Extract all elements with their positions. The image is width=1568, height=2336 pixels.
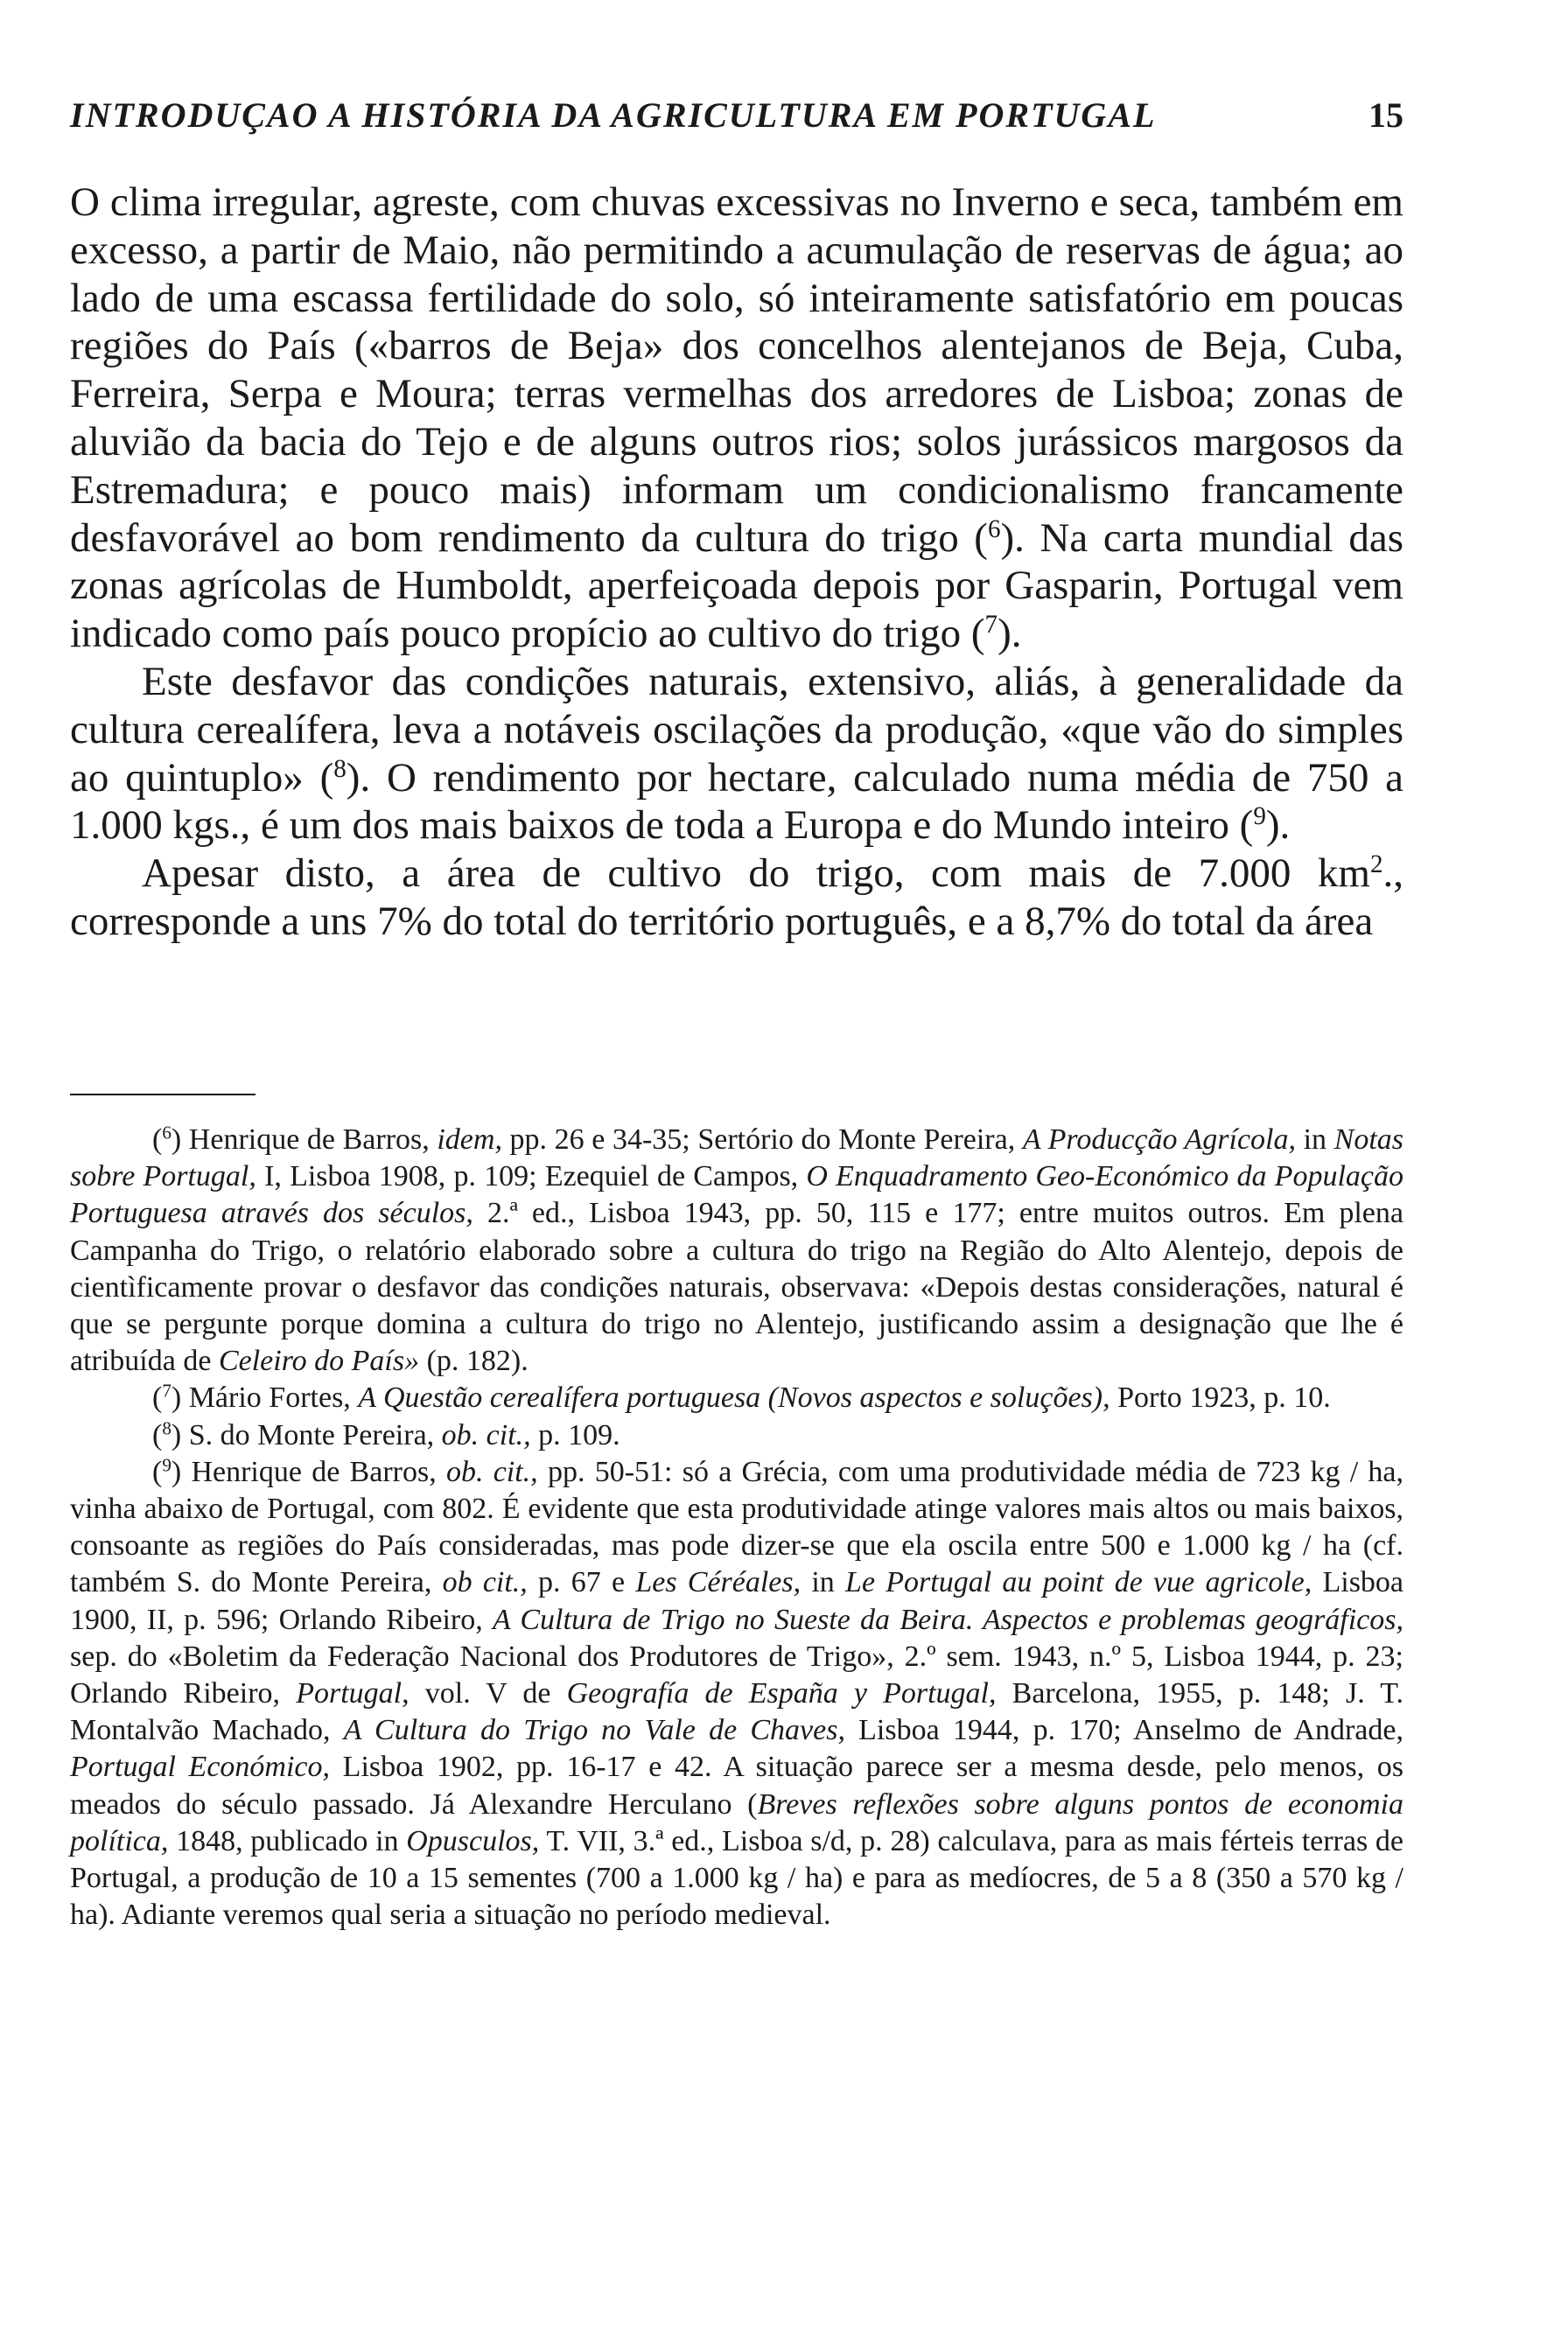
italic-run: Les Céréales,	[635, 1566, 802, 1599]
footnotes	[70, 1122, 1404, 1934]
text-run: pp. 50-51: só a Grécia, com uma produtividade média de 723 kg / ha, vinha abaixo de Portugal, com 802. É evidente que esta produtividade atinge valores mais altos ou mais baixos, consoante as regiões do País consideradas, mas pode dizer-se que ela oscila entre 500 e 1.000 kg / ha (cf. também S. do Monte Pereira,	[70, 1455, 1404, 1599]
italic-run: ob. cit.,	[441, 1418, 531, 1451]
superscript-2: 2	[1369, 850, 1383, 879]
footnote-6: ($^6$) Henrique de Barros, idem, pp. 26 e 34-35; Sertório do Monte Pereira, A Producção Agrícola, in Notas sobre Portugal, I, Lisboa 1908, p. 109; Ezequiel de Campos, O Enquadramento Geo-Económico da População Portuguesa através dos séculos, 2.ª ed., Lisboa 1943, pp. 50, 115 e 177; entre muitos outros. Em plena Campanha do Trigo, o relatório elaborado sobre a cultura do trigo na Região do Alto Alentejo, depois de cientìficamente provar o desfavor das condições naturais, observava: «Depois destas considerações, natural é que se pergunte porque domina a cultura do trigo no Alentejo, justificando assim a designação que lhe é atribuída de Celeiro do País» (p. 182).	[70, 1122, 1404, 1378]
text-run: Henrique de Barros,	[181, 1455, 446, 1488]
running-title: INTRODUÇAO A HISTÓRIA DA AGRICULTURA EM PORTUGAL	[70, 95, 1157, 135]
footnote-8: ($^8$) S. do Monte Pereira, ob. cit., p. 109.	[152, 1417, 620, 1451]
text-run: 2.ª ed., Lisboa 1943, pp. 50, 115 e 177; entre muitos outros. Em plena Campanha do Trigo, o relatório elaborado sobre a cultura do trigo na Região do Alto Alentejo, depois de cientìficamente provar o desfavor das condições naturais, observava: «Depois destas considerações, natural é que se pergunte porque domina a cultura do trigo no Alentejo, justificando assim a designação que lhe é atribuída de	[70, 1197, 1404, 1378]
italic-run: Opusculos,	[406, 1824, 540, 1857]
footnote-ref-8: 8	[333, 754, 346, 783]
text-run: Lisboa 1944, p. 170; Anselmo de Andrade,	[844, 1714, 1404, 1747]
footnote-number: 9	[162, 1454, 172, 1476]
text-run: S. do Monte Pereira,	[181, 1418, 442, 1451]
italic-run: A Cultura de Trigo no Sueste da Beira. Aspectos e problemas geográficos,	[492, 1603, 1404, 1636]
text-run: vol. V de	[409, 1677, 567, 1710]
text-run: 1848, publicado in	[168, 1824, 407, 1857]
italic-run: Geografía de España y Portugal,	[566, 1677, 997, 1710]
text-run: (p. 182).	[419, 1345, 528, 1378]
italic-run: idem,	[437, 1123, 502, 1156]
text-run: ). O rendimento por hectare, calculado numa média de 750 a 1.000 kgs., é um dos mais baixos de toda a Europa e do Mundo inteiro (	[70, 754, 1404, 849]
text-run: Henrique de Barros,	[181, 1123, 438, 1156]
footnote-9: ($^9$) Henrique de Barros, ob. cit., pp. 50-51: só a Grécia, com uma produtividade média de 723 kg / ha, vinha abaixo de Portugal, com 802. É evidente que esta produtividade atinge valores mais altos ou mais baixos, consoante as regiões do País consideradas, mas pode dizer-se que ela oscila entre 500 e 1.000 kg / ha (cf. também S. do Monte Pereira, ob cit., p. 67 e Les Céréales, in Le Portugal au point de vue agricole, Lisboa 1900, II, p. 596; Orlando Ribeiro, A Cultura de Trigo no Sueste da Beira. Aspectos e problemas geográficos, sep. do «Boletim da Federação Nacional dos Produtores de Trigo», 2.º sem. 1943, n.º 5, Lisboa 1944, p. 23; Orlando Ribeiro, Portugal, vol. V de Geografía de España y Portugal, Barcelona, 1955, p. 148; J. T. Montalvão Machado, A Cultura do Trigo no Vale de Chaves, Lisboa 1944, p. 170; Anselmo de Andrade, Portugal Económico, Lisboa 1902, pp. 16-17 e 42. A situação parece ser a mesma desde, pelo menos, os meados do século passado. Já Alexandre Herculano (Breves reflexões sobre alguns pontos de economia política, 1848, publicado in Opusculos, T. VII, 3.ª ed., Lisboa s/d, p. 28) calculava, para as mais férteis terras de Portugal, a produção de 10 a 15 sementes (700 a 1.000 kg / ha) e para as medíocres, de 5 a 8 (350 a 570 kg / ha). Adiante veremos qual seria a situação no período medieval.	[70, 1454, 1404, 1932]
footnote-ref-7: 7	[984, 611, 998, 640]
footnote-rule	[70, 1094, 256, 1095]
italic-run: Portugal Económico,	[70, 1751, 331, 1784]
italic-run: Le Portugal au point de vue agricole,	[845, 1566, 1312, 1599]
running-header	[70, 94, 1404, 147]
text-run: p. 109.	[530, 1418, 620, 1451]
italic-run: A Producção Agrícola,	[1022, 1123, 1296, 1156]
italic-run: Portugal,	[296, 1677, 410, 1710]
text-run: ).	[998, 611, 1022, 657]
text-run: pp. 26 e 34-35; Sertório do Monte Pereira,	[501, 1123, 1023, 1156]
text-run: Mário Fortes,	[181, 1381, 359, 1415]
text-run: O clima irregular, agreste, com chuvas excessivas no Inverno e seca, também em excesso, a partir de Maio, não permitindo a acumulação de reservas de água; ao lado de uma escassa fertilidade do solo, só inteiramente satisfatório em poucas regiões do País («barros de Beja» dos concelhos alentejanos de Beja, Cuba, Ferreira, Serpa e Moura; terras vermelhas dos arredores de Lisboa; zonas de aluvião da bacia do Tejo e de alguns outros rios; solos jurássicos margosos da Estremadura; e pouco mais) informam um condicionalismo francamente desfavorável ao bom rendimento da cultura do trigo (	[70, 179, 1404, 561]
text-run: ).	[1265, 802, 1291, 849]
paragraph-2	[70, 658, 1404, 850]
italic-run: Breves reflexões sobre alguns pontos de economia política,	[70, 1787, 1404, 1857]
text-run: ). Na carta mundial das zonas agrícolas de Humboldt, aperfeiçoada depois por Gasparin, Portugal vem indicado como país pouco propício ao cultivo do trigo (	[70, 514, 1404, 657]
footnote-7: ($^7$) Mário Fortes, A Questão cerealífera portuguesa (Novos aspectos e soluções), Porto 1923, p. 10.	[152, 1380, 1331, 1415]
text-run: Este desfavor das condições naturais, extensivo, aliás, à generalidade da cultura cerealífera, leva a notáveis oscilações da produção, «que vão do simples ao quintuplo» (	[70, 658, 1404, 801]
footnote-number: 7	[162, 1380, 172, 1402]
footnote-number: 8	[162, 1417, 172, 1439]
body-text	[70, 178, 1404, 946]
page-number: 15	[1368, 95, 1404, 135]
italic-run: Celeiro do País»	[218, 1345, 420, 1378]
paragraph-3	[70, 850, 1404, 946]
italic-run: ob. cit.,	[445, 1455, 538, 1488]
text-run: T. VII, 3.ª ed., Lisboa s/d, p. 28) calculava, para as mais férteis terras de Portugal, a produção de 10 a 15 sementes (700 a 1.000 kg / ha) e para as medíocres, de 5 a 8 (350 a 570 kg / ha). Adiante veremos qual seria a situação no período medieval.	[70, 1824, 1404, 1932]
italic-run: ob cit.,	[442, 1566, 528, 1599]
italic-run: Notas sobre Portugal,	[70, 1123, 1404, 1193]
footnote-ref-6: 6	[987, 514, 1001, 543]
text-run: sep. do «Boletim da Federação Nacional dos Produtores de Trigo», 2.º sem. 1943, n.º 5, Lisboa 1944, p. 23; Orlando Ribeiro,	[70, 1640, 1404, 1710]
text-run: in	[801, 1566, 846, 1599]
text-run: Lisboa 1902, pp. 16-17 e 42. A situação parece ser a mesma desde, pelo menos, os meados do século passado. Já Alexandre Herculano (	[70, 1751, 1404, 1821]
text-run: I, Lisboa 1908, p. 109; Ezequiel de Campos,	[256, 1160, 807, 1193]
footnote-number: 6	[162, 1122, 172, 1144]
italic-run: O Enquadramento Geo-Económico da População Portuguesa através dos séculos,	[70, 1160, 1404, 1230]
text-run: Porto 1923, p. 10.	[1110, 1381, 1331, 1415]
text-run: ., corresponde a uns 7% do total do território português, e a 8,7% do total da área	[70, 850, 1404, 944]
text-run: Barcelona, 1955, p. 148; J. T. Montalvão Machado,	[70, 1677, 1404, 1747]
footnote-ref-9: 9	[1253, 802, 1266, 831]
paragraph-1	[70, 178, 1404, 658]
text-run: Apesar disto, a área de cultivo do trigo, com mais de 7.000 km	[142, 850, 1370, 897]
page	[70, 0, 1404, 2336]
italic-run: A Cultura do Trigo no Vale de Chaves,	[343, 1714, 845, 1747]
text-run: Lisboa 1900, II, p. 596; Orlando Ribeiro,	[70, 1566, 1404, 1636]
text-run: in	[1295, 1123, 1334, 1156]
italic-run: A Questão cerealífera portuguesa (Novos aspectos e soluções),	[358, 1381, 1110, 1415]
text-run: p. 67 e	[527, 1566, 636, 1599]
